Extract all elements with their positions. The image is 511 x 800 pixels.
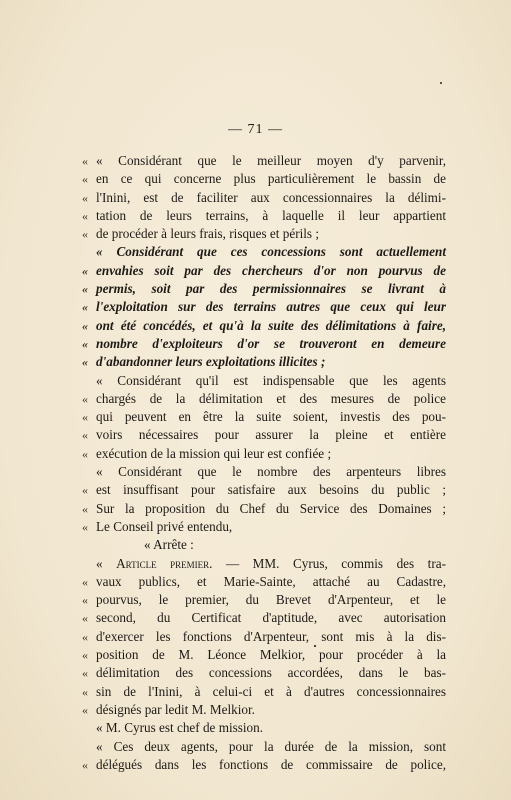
quote-mark: « (82, 593, 88, 608)
text-line (84, 555, 446, 573)
text-line (84, 372, 446, 390)
quote-mark: « (82, 263, 88, 278)
quote-mark: « (82, 428, 88, 443)
paper-speck (440, 82, 442, 84)
line-text: nombre d'exploiteurs d'or se trouveront en demeure (96, 335, 446, 351)
quote-mark: « (82, 154, 88, 168)
text-line (84, 390, 446, 408)
line-text: vaux publics, et Marie-Sainte, attaché au Cadastre, (96, 573, 446, 589)
text-line (84, 445, 446, 463)
line-text: voirs nécessaires pour assurer la pleine et entière (96, 427, 446, 443)
page-number: — 71 — (228, 122, 283, 137)
text-line (84, 298, 446, 316)
text-line (84, 463, 446, 481)
text-line (84, 701, 446, 719)
quote-mark: « (82, 355, 88, 370)
line-text: « Article premier. — MM. Cyrus, commis des tra- (96, 555, 446, 571)
line-text: l'Inini, est de faciliter aux concessionnaires la délimi- (96, 189, 446, 205)
text-line (84, 536, 446, 554)
text-line (84, 500, 446, 518)
quote-mark: « (82, 172, 88, 187)
line-text: Le Conseil privé entendu, (96, 518, 233, 534)
text-line (84, 664, 446, 682)
quote-mark: « (82, 190, 88, 205)
quote-mark: « (82, 483, 88, 498)
quote-mark: « (82, 501, 88, 516)
text-line (84, 225, 446, 243)
quote-mark: « (82, 446, 88, 461)
text-line (84, 426, 446, 444)
line-text: d'abandonner leurs exploitations illicites ; (96, 354, 326, 370)
quote-mark: « (82, 702, 88, 717)
quote-mark: « (82, 666, 88, 681)
quote-mark: « (82, 208, 88, 223)
line-text: second, du Certificat d'aptitude, avec autorisation (96, 610, 446, 626)
quote-mark: « (82, 757, 88, 772)
text-line (84, 719, 446, 737)
line-text: d'exercer les fonctions d'Arpenteur, sont mis à la dis- (96, 628, 446, 644)
line-text: qui peuvent en être la suite soient, investis des pou- (96, 409, 446, 425)
quote-mark: « (82, 227, 88, 242)
line-text: « Arrête : (144, 537, 194, 553)
quote-mark: « (82, 282, 88, 297)
line-text: tation de leurs terrains, à laquelle il leur appartient (96, 207, 446, 223)
line-text: position de M. Léonce Melkior, pour procéder à la (96, 647, 446, 663)
quote-mark: « (82, 684, 88, 699)
text-line (84, 152, 446, 170)
text-line (84, 609, 446, 627)
quote-mark: « (82, 318, 88, 333)
text-line (84, 262, 446, 280)
line-text: délimitation des concessions accordées, dans le bas- (96, 665, 446, 681)
line-text: pourvus, le premier, du Brevet d'Arpenteur, et le (96, 592, 446, 608)
line-text: « Considérant que le meilleur moyen d'y parvenir, (96, 153, 446, 168)
line-text: envahies soit par des chercheurs d'or non pourvus de (96, 262, 446, 278)
line-text: Sur la proposition du Chef du Service des Domaines ; (96, 500, 446, 516)
article-heading: Article premier. (116, 555, 213, 571)
line-text: « Considérant qu'il est indispensable que les agents (96, 372, 446, 388)
text-line (84, 756, 446, 774)
text-line (84, 243, 446, 261)
line-text: ont été concédés, et qu'à la suite des délimitations à faire, (96, 317, 446, 333)
quote-mark: « (82, 519, 88, 534)
text-line (84, 189, 446, 207)
text-line (84, 481, 446, 499)
line-text: « Ces deux agents, pour la durée de la mission, sont (96, 738, 446, 754)
line-text: chargés de la délimitation et des mesures de police (96, 390, 446, 406)
quote-mark: « (82, 629, 88, 644)
text-line (84, 353, 446, 371)
text-line (84, 573, 446, 591)
text-line (84, 738, 446, 756)
line-text: exécution de la mission qui leur est confiée ; (96, 445, 332, 461)
text-line (84, 591, 446, 609)
text-line (84, 207, 446, 225)
line-text: « Considérant que le nombre des arpenteurs libres (96, 464, 446, 480)
line-text: permis, soit par des permissionnaires se livrant à (96, 281, 446, 297)
line-text: « M. Cyrus est chef de mission. (96, 720, 264, 736)
line-text: sin de l'Inini, à celui-ci et à d'autres concessionnaires (96, 683, 446, 699)
text-line (84, 518, 446, 536)
text-line (84, 683, 446, 701)
text-line (84, 335, 446, 353)
line-text: délégués dans les fonctions de commissaire de police, (96, 756, 446, 772)
text-line (84, 317, 446, 335)
line-text: « Considérant que ces concessions sont actuellement (96, 244, 446, 260)
quote-mark: « (82, 611, 88, 626)
line-text: en ce qui concerne plus particulièrement le bassin de (96, 171, 446, 187)
text-line (84, 408, 446, 426)
line-text: désignés par ledit M. Melkior. (96, 701, 255, 717)
text-line (84, 628, 446, 646)
quote-mark: « (82, 336, 88, 351)
text-line (84, 170, 446, 188)
line-text: est insuffisant pour satisfaire aux besoins du public ; (96, 482, 446, 498)
quote-mark: « (82, 648, 88, 663)
text-line (84, 646, 446, 664)
body-text (84, 152, 446, 774)
quote-mark: « (82, 300, 88, 315)
quote-mark: « (82, 574, 88, 589)
quote-mark: « (82, 410, 88, 425)
text-line (84, 280, 446, 298)
quote-mark: « (82, 391, 88, 406)
line-text: de procéder à leurs frais, risques et périls ; (96, 226, 320, 242)
line-text: l'exploitation sur des terrains autres que ceux qui leur (96, 299, 446, 315)
